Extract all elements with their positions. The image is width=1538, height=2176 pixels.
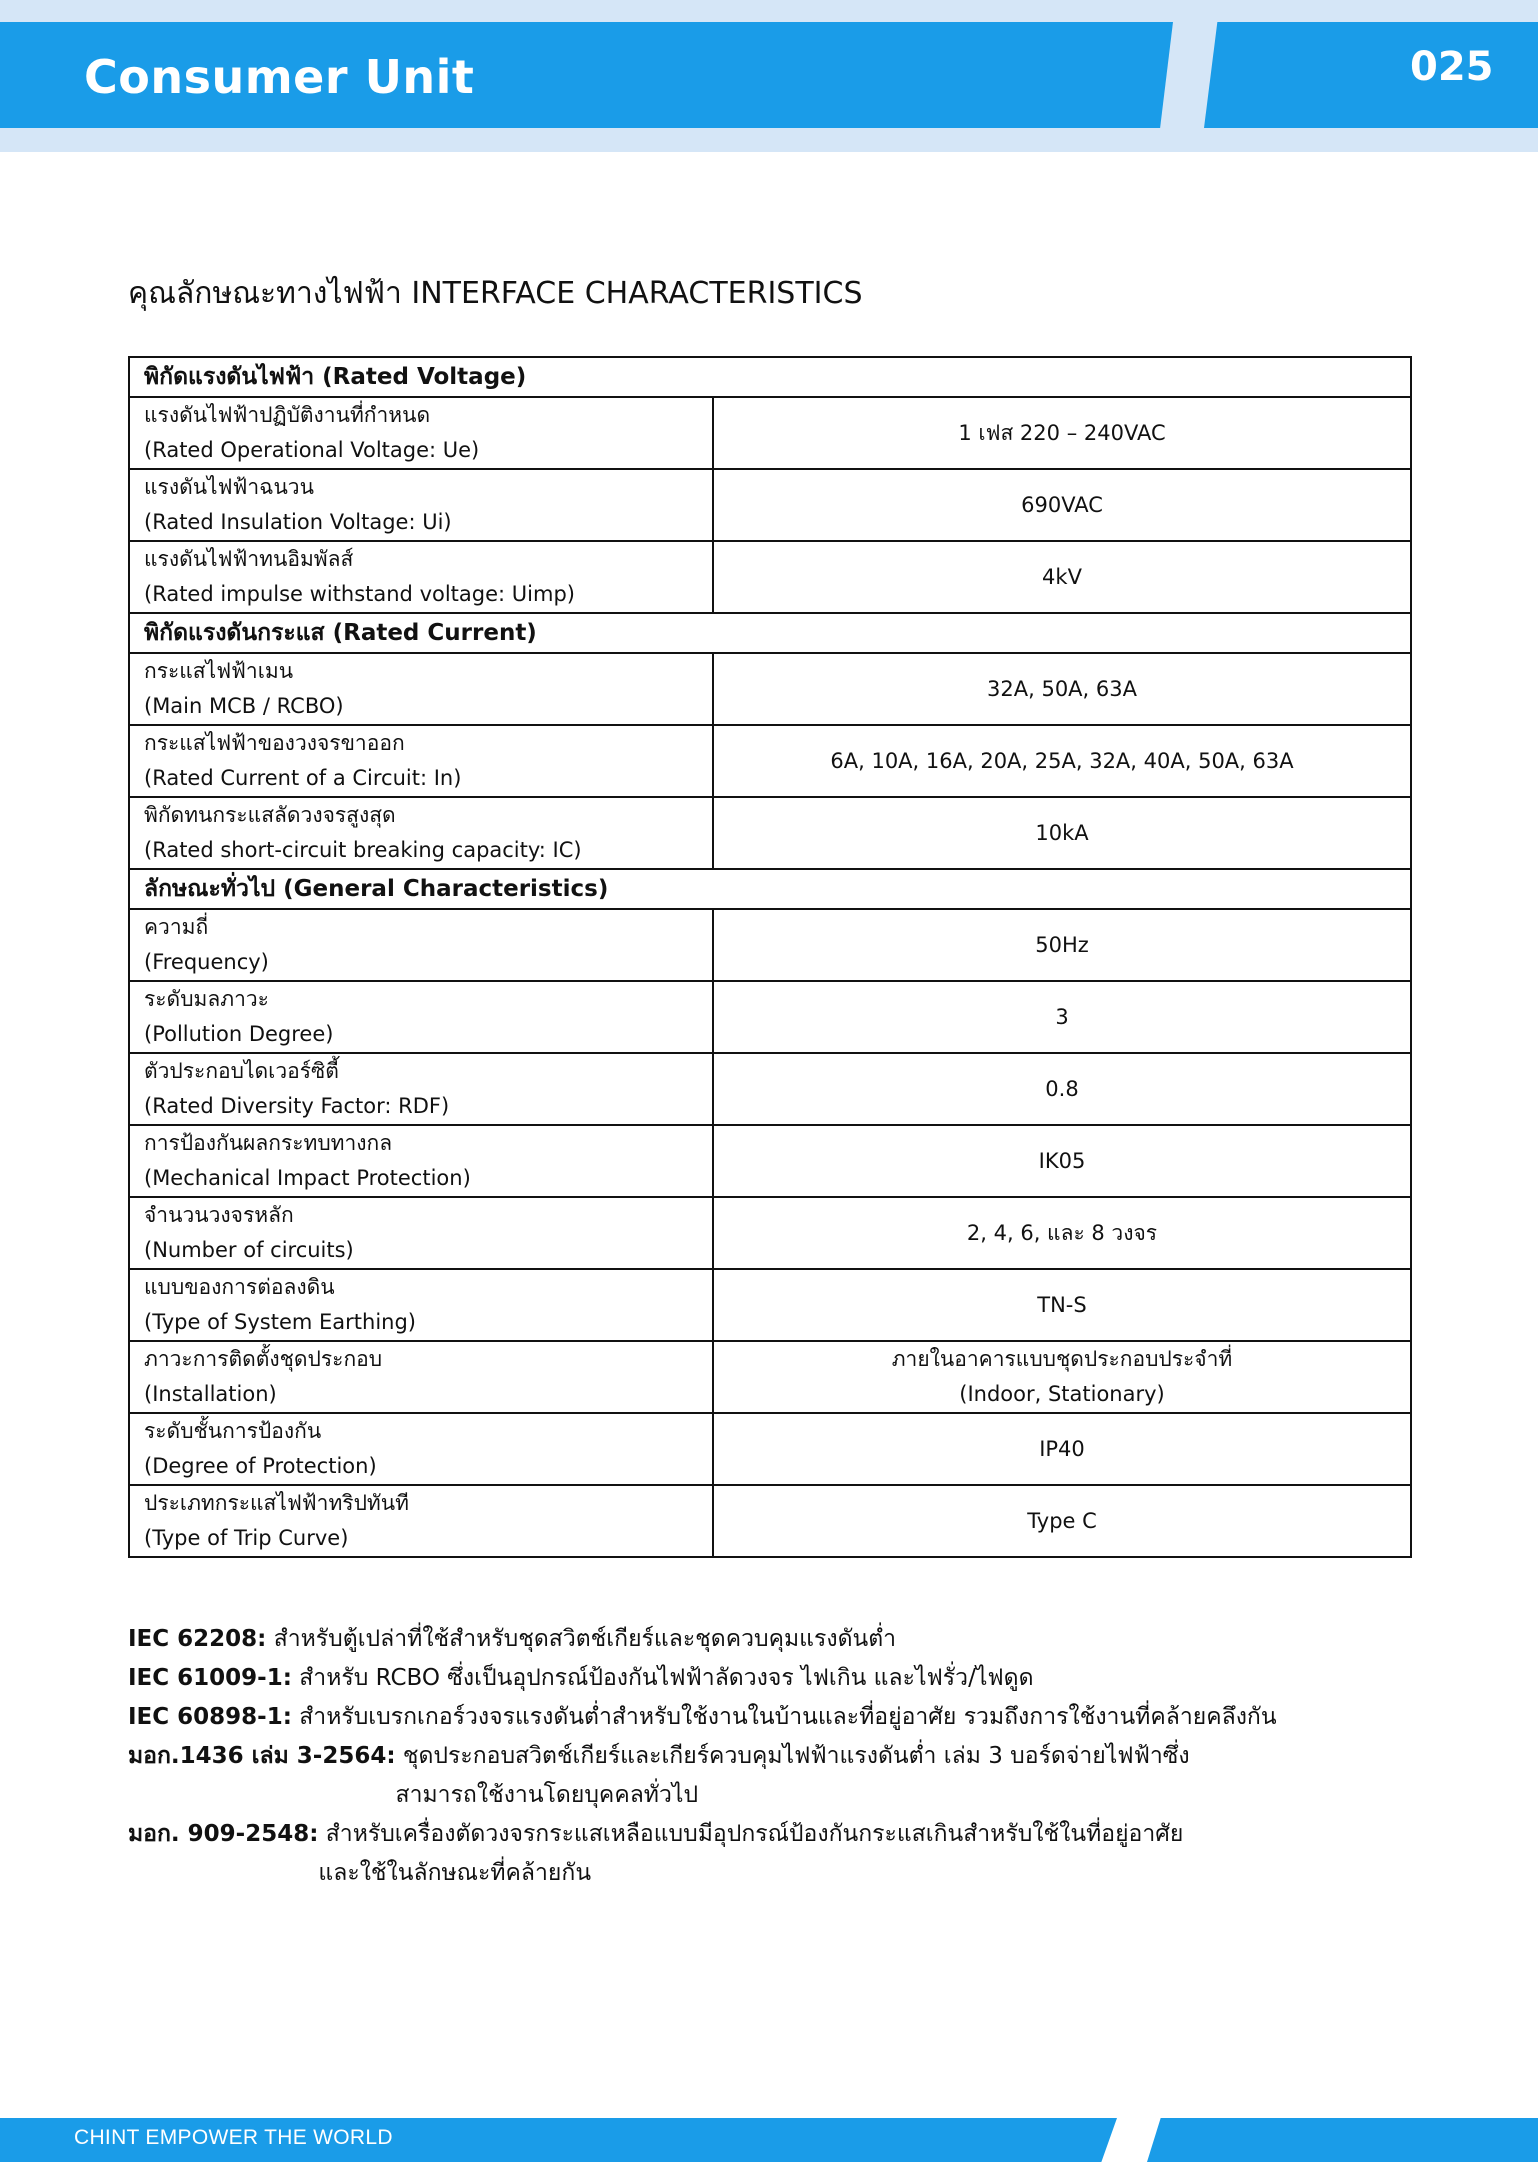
standard-code: มอก. 909-2548: <box>128 1821 319 1847</box>
table-row <box>129 725 1411 797</box>
label-thai: แบบของการต่อลงดิน <box>144 1275 335 1299</box>
table-cell-value <box>713 541 1411 613</box>
table-cell-label <box>129 653 713 725</box>
value-text: 1 เฟส 220 – 240VAC <box>958 420 1166 445</box>
value-text: 32A, 50A, 63A <box>987 676 1137 701</box>
table-row <box>129 469 1411 541</box>
label-thai: ระดับมลภาวะ <box>144 987 269 1011</box>
table-cell-value <box>713 725 1411 797</box>
table-cell-label <box>129 397 713 469</box>
standard-description: สำหรับ RCBO ซึ่งเป็นอุปกรณ์ป้องกันไฟฟ้าลัดวงจร ไฟเกิน และไฟรั่ว/ไฟดูด <box>291 1665 1034 1691</box>
value-text: 690VAC <box>1021 492 1103 517</box>
table-cell-label <box>129 725 713 797</box>
footer-slogan: CHINT EMPOWER THE WORLD <box>74 2126 393 2149</box>
table-cell-value <box>713 1269 1411 1341</box>
table-cell-value <box>713 1125 1411 1197</box>
table-row <box>129 1485 1411 1557</box>
value-text: 3 <box>1055 1004 1069 1029</box>
label-thai: การป้องกันผลกระทบทางกล <box>144 1131 393 1155</box>
value-text: 0.8 <box>1045 1076 1079 1101</box>
table-cell-label <box>129 1125 713 1197</box>
standard-description: สำหรับเครื่องตัดวงจรกระแสเหลือแบบมีอุปกรณ์ป้องกันกระแสเกินสำหรับใช้ในที่อยู่อาศัย และใช้ในลักษณะที่คล้ายกัน <box>318 1821 1184 1886</box>
table-section-heading: พิกัดแรงดันกระแส (Rated Current) <box>129 613 1411 653</box>
label-english: (Rated impulse withstand voltage: Uimp) <box>144 582 575 606</box>
standard-code: IEC 60898-1: <box>128 1704 292 1730</box>
table-cell-label <box>129 909 713 981</box>
table-cell-label <box>129 1269 713 1341</box>
label-english: (Type of System Earthing) <box>144 1310 416 1334</box>
label-thai: ความถี่ <box>144 915 209 939</box>
label-english: (Rated short-circuit breaking capacity: IC) <box>144 838 582 862</box>
label-english: (Rated Operational Voltage: Ue) <box>144 438 480 462</box>
table-cell-value <box>713 1053 1411 1125</box>
label-thai: ระดับชั้นการป้องกัน <box>144 1419 322 1443</box>
standard-item <box>128 1659 1428 1698</box>
table-row <box>129 653 1411 725</box>
table-cell-value <box>713 469 1411 541</box>
table-cell-label <box>129 1341 713 1413</box>
label-english: (Rated Current of a Circuit: In) <box>144 766 462 790</box>
label-thai: ตัวประกอบไดเวอร์ซิตี้ <box>144 1059 339 1083</box>
label-english: (Frequency) <box>144 950 269 974</box>
standards-list <box>128 1620 1428 1893</box>
table-row <box>129 1125 1411 1197</box>
table-cell-value <box>713 981 1411 1053</box>
table-cell-label <box>129 981 713 1053</box>
table-cell-label <box>129 541 713 613</box>
table-row <box>129 981 1411 1053</box>
label-english: (Main MCB / RCBO) <box>144 694 344 718</box>
value-text-secondary: (Indoor, Stationary) <box>959 1382 1165 1406</box>
standard-item <box>128 1620 1428 1659</box>
table-cell-value <box>713 1341 1411 1413</box>
table-row <box>129 909 1411 981</box>
value-text: 4kV <box>1042 564 1082 589</box>
standard-code: IEC 61009-1: <box>128 1665 292 1691</box>
value-text: 6A, 10A, 16A, 20A, 25A, 32A, 40A, 50A, 63A <box>830 748 1294 773</box>
label-english: (Rated Diversity Factor: RDF) <box>144 1094 450 1118</box>
table-section-heading-row <box>129 613 1411 653</box>
label-english: (Type of Trip Curve) <box>144 1526 349 1550</box>
table-section-heading: พิกัดแรงดันไฟฟ้า (Rated Voltage) <box>129 357 1411 397</box>
table-row <box>129 797 1411 869</box>
standard-description: สำหรับตู้เปล่าที่ใช้สำหรับชุดสวิตช์เกียร์และชุดควบคุมแรงดันต่ำ <box>266 1626 897 1652</box>
label-english: (Degree of Protection) <box>144 1454 377 1478</box>
table-cell-value <box>713 653 1411 725</box>
label-english: (Mechanical Impact Protection) <box>144 1166 471 1190</box>
table-cell-label <box>129 469 713 541</box>
label-thai: พิกัดทนกระแสลัดวงจรสูงสุด <box>144 803 396 827</box>
table-row <box>129 1269 1411 1341</box>
table-row <box>129 1413 1411 1485</box>
value-text: 10kA <box>1035 820 1089 845</box>
interface-characteristics-table <box>128 356 1412 1558</box>
label-thai: แรงดันไฟฟ้าทนอิมพัลส์ <box>144 547 354 571</box>
table-cell-value <box>713 397 1411 469</box>
table-cell-label <box>129 1053 713 1125</box>
table-row <box>129 397 1411 469</box>
label-thai: ภาวะการติดตั้งชุดประกอบ <box>144 1347 383 1371</box>
label-thai: กระแสไฟฟ้าของวงจรขาออก <box>144 731 405 755</box>
table-section-heading-row <box>129 869 1411 909</box>
label-thai: แรงดันไฟฟ้าปฏิบัติงานที่กำหนด <box>144 403 431 427</box>
value-text: TN-S <box>1037 1292 1087 1317</box>
standard-item <box>128 1737 1428 1815</box>
value-text: 50Hz <box>1035 932 1089 957</box>
value-text: IK05 <box>1038 1148 1086 1173</box>
table-cell-value <box>713 1413 1411 1485</box>
table-cell-value <box>713 909 1411 981</box>
standard-item <box>128 1815 1428 1893</box>
standard-code: มอก.1436 เล่ม 3-2564: <box>128 1743 396 1769</box>
value-text: Type C <box>1027 1508 1097 1533</box>
label-english: (Installation) <box>144 1382 277 1406</box>
label-thai: จำนวนวงจรหลัก <box>144 1203 294 1227</box>
value-text: ภายในอาคารแบบชุดประกอบประจำที่ <box>891 1347 1233 1371</box>
table-cell-label <box>129 1197 713 1269</box>
label-thai: กระแสไฟฟ้าเมน <box>144 659 294 683</box>
value-text: 2, 4, 6, และ 8 วงจร <box>966 1220 1158 1245</box>
standard-description: ชุดประกอบสวิตช์เกียร์และเกียร์ควบคุมไฟฟ้าแรงดันต่ำ เล่ม 3 บอร์ดจ่ายไฟฟ้าซึ่ง สามารถใช้งานโดยบุคคลทั่วไป <box>395 1743 1190 1808</box>
standard-description: สำหรับเบรกเกอร์วงจรแรงดันต่ำสำหรับใช้งานในบ้านและที่อยู่อาศัย รวมถึงการใช้งานที่คล้ายคลึงกัน <box>291 1704 1277 1730</box>
label-english: (Number of circuits) <box>144 1238 354 1262</box>
standard-code: IEC 62208: <box>128 1626 267 1652</box>
table-cell-value <box>713 1485 1411 1557</box>
table-cell-label <box>129 1485 713 1557</box>
section-title: คุณลักษณะทางไฟฟ้า INTERFACE CHARACTERISTICS <box>128 276 863 311</box>
page-number: 025 <box>1410 44 1494 90</box>
table-cell-value <box>713 1197 1411 1269</box>
label-english: (Rated Insulation Voltage: Ui) <box>144 510 452 534</box>
standard-item <box>128 1698 1428 1737</box>
label-english: (Pollution Degree) <box>144 1022 334 1046</box>
table-row <box>129 1341 1411 1413</box>
label-thai: แรงดันไฟฟ้าฉนวน <box>144 475 314 499</box>
table-row <box>129 541 1411 613</box>
page-title: Consumer Unit <box>84 50 475 104</box>
spec-table-body <box>129 357 1411 1557</box>
table-section-heading: ลักษณะทั่วไป (General Characteristics) <box>129 869 1411 909</box>
footer-right-bar <box>1147 2118 1538 2162</box>
table-cell-value <box>713 797 1411 869</box>
table-row <box>129 1197 1411 1269</box>
label-thai: ประเภทกระแสไฟฟ้าทริปทันที <box>144 1491 409 1515</box>
table-cell-label <box>129 1413 713 1485</box>
value-text: IP40 <box>1039 1436 1085 1461</box>
table-section-heading-row <box>129 357 1411 397</box>
table-row <box>129 1053 1411 1125</box>
table-cell-label <box>129 797 713 869</box>
